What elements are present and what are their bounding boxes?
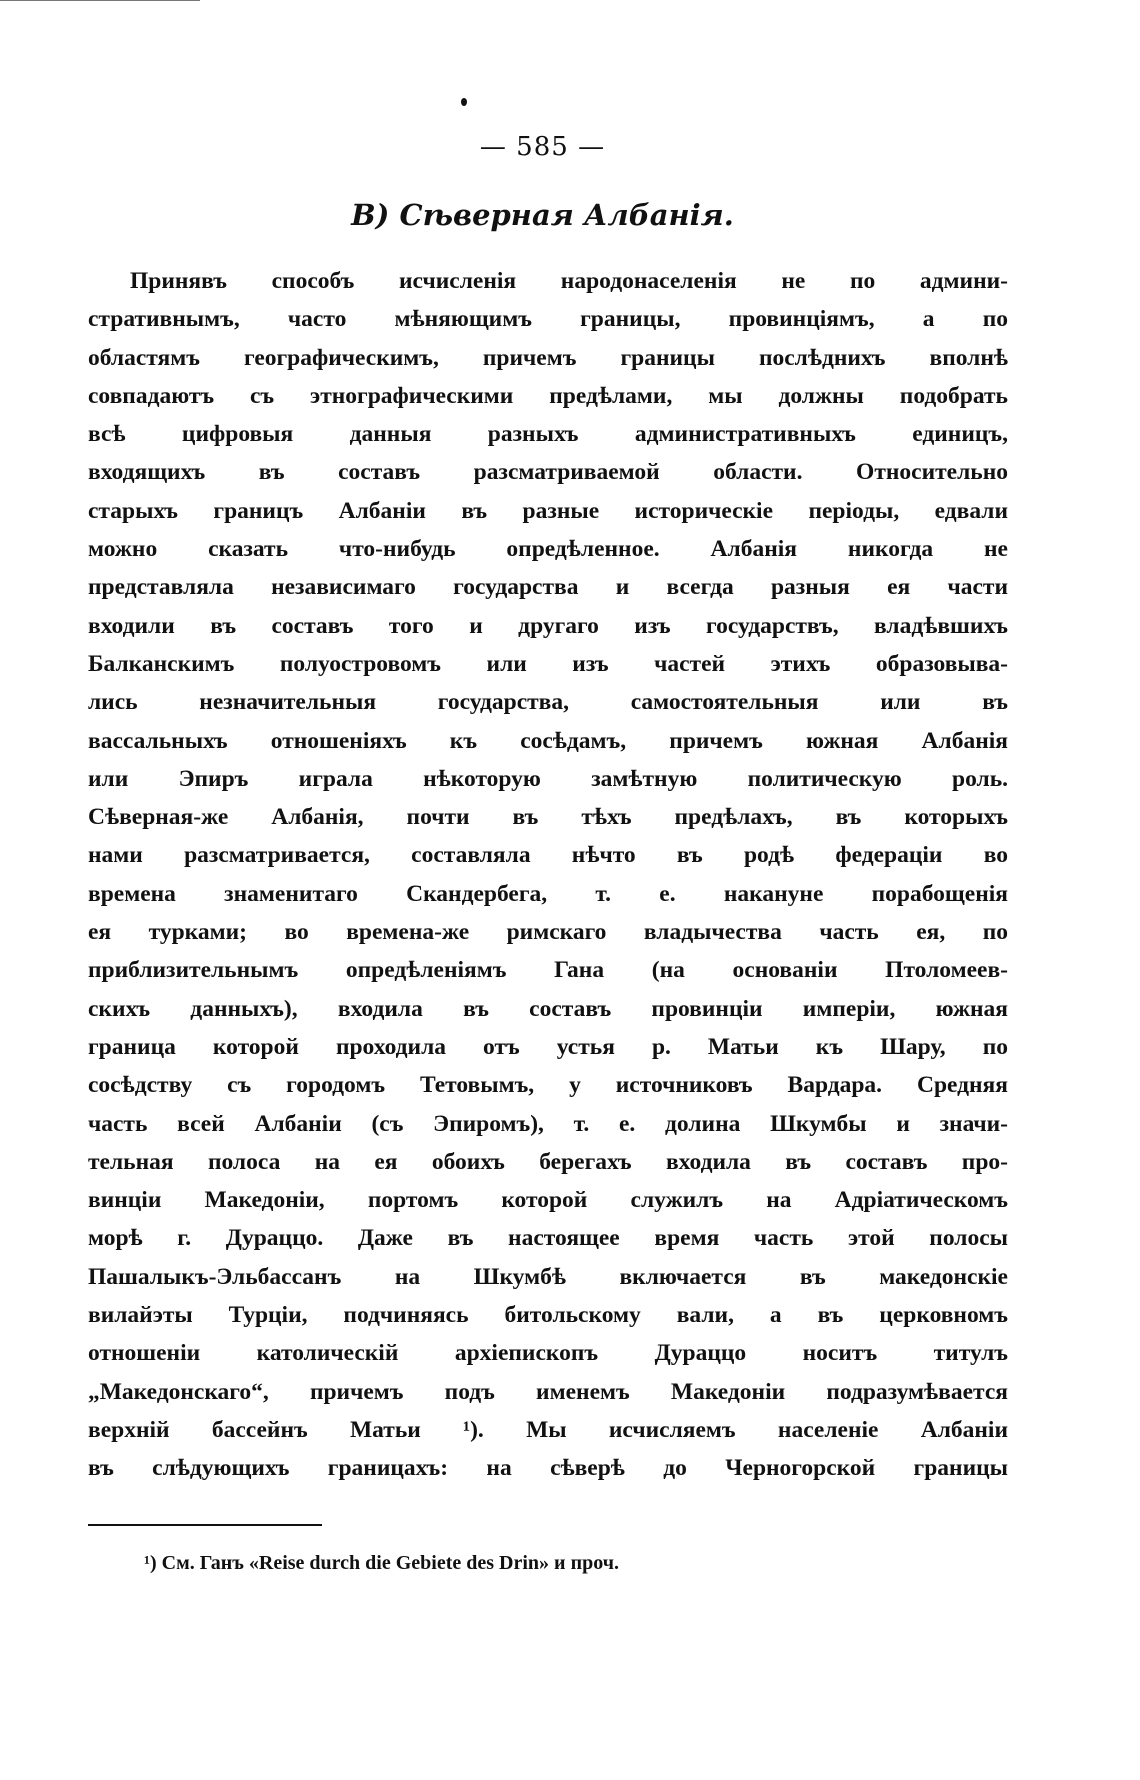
footnote	[144, 1552, 619, 1575]
text-line: верхній бассейнъ Матьи ¹). Мы исчисляемъ населеніе Албаніи	[88, 1416, 1008, 1443]
text-line: сосѣдству съ городомъ Тетовымъ, у источниковъ Вардара. Средняя	[88, 1072, 1008, 1099]
text-line: скихъ данныхъ), входила въ составъ провинціи имперіи, южная	[88, 995, 1008, 1022]
text-line: отношеніи католическій архіепископъ Дураццо носитъ титулъ	[88, 1340, 1008, 1367]
text-line: областямъ географическимъ, причемъ границы послѣднихъ вполнѣ	[88, 344, 1008, 371]
text-line: старыхъ границъ Албаніи въ разные историческіе періоды, едвали	[88, 497, 1008, 524]
ink-dot-mark	[461, 98, 467, 106]
text-line: входящихъ въ составъ разсматриваемой области. Относительно	[88, 459, 1008, 486]
text-line: Пашалыкъ-Эльбассанъ на Шкумбѣ включается въ македонскіе	[88, 1263, 1008, 1290]
section-title: В) Сѣверная Албанія.	[351, 198, 734, 232]
text-line: стративнымъ, часто мѣняющимъ границы, провинціямъ, а по	[88, 306, 1008, 333]
top-edge-rule	[0, 0, 200, 1]
text-line: нами разсматривается, составляла нѣчто въ родѣ федераціи во	[88, 842, 1008, 869]
text-line: совпадаютъ съ этнографическими предѣлами, мы должны подобрать	[88, 382, 1008, 409]
text-line: представляла независимаго государства и всегда разныя ея части	[88, 574, 1008, 601]
body-paragraph	[88, 262, 1008, 1488]
text-line: вилайэты Турціи, подчиняясь битольскому вали, а въ церковномъ	[88, 1302, 1008, 1329]
page-number: — 585 —	[479, 132, 606, 162]
footnote-text: См. Ганъ «Reise durch die Gebiete des Drin» и проч.	[161, 1552, 619, 1574]
text-line: Балканскимъ полуостровомъ или изъ частей этихъ образовыва-	[88, 650, 1008, 677]
footnote-rule	[88, 1524, 322, 1526]
text-line: Принявъ способъ исчисленія народонаселенія не по админи-	[130, 268, 1008, 294]
text-line: времена знаменитаго Скандербега, т. е. накануне порабощенія	[88, 880, 1008, 907]
text-line: винціи Македоніи, портомъ которой служилъ на Адріатическомъ	[88, 1187, 1008, 1214]
text-line: граница которой проходила отъ устья р. Матьи къ Шару, по	[88, 1033, 1008, 1060]
text-line: ея турками; во времена-же римскаго владычества часть ея, по	[88, 919, 1008, 946]
text-line: вассальныхъ отношеніяхъ къ сосѣдамъ, причемъ южная Албанія	[88, 727, 1008, 754]
text-line: всѣ цифровыя данныя разныхъ административныхъ единицъ,	[88, 421, 1008, 448]
text-line: приблизительнымъ опредѣленіямъ Гана (на основаніи Птоломеев-	[88, 957, 1008, 984]
text-line: входили въ составъ того и другаго изъ государствъ, владѣвшихъ	[88, 612, 1008, 639]
text-line: Сѣверная-же Албанія, почти въ тѣхъ предѣлахъ, въ которыхъ	[88, 804, 1008, 831]
footnote-marker: ¹)	[144, 1552, 157, 1574]
text-line: или Эпиръ играла нѣкоторую замѣтную политическую роль.	[88, 765, 1008, 792]
text-line: лись незначительныя государства, самостоятельныя или въ	[88, 689, 1008, 716]
text-line: въ слѣдующихъ границахъ: на сѣверѣ до Черногорской границы	[88, 1455, 1008, 1482]
text-line: тельная полоса на ея обоихъ берегахъ входила въ составъ про-	[88, 1148, 1008, 1175]
text-line: морѣ г. Дураццо. Даже въ настоящее время часть этой полосы	[88, 1225, 1008, 1252]
text-line: „Македонскаго“, причемъ подъ именемъ Македоніи подразумѣвается	[88, 1378, 1008, 1405]
text-line: можно сказать что-нибудь опредѣленное. Албанія никогда не	[88, 536, 1008, 563]
text-line: часть всей Албаніи (съ Эпиромъ), т. е. долина Шкумбы и значи-	[88, 1110, 1008, 1137]
